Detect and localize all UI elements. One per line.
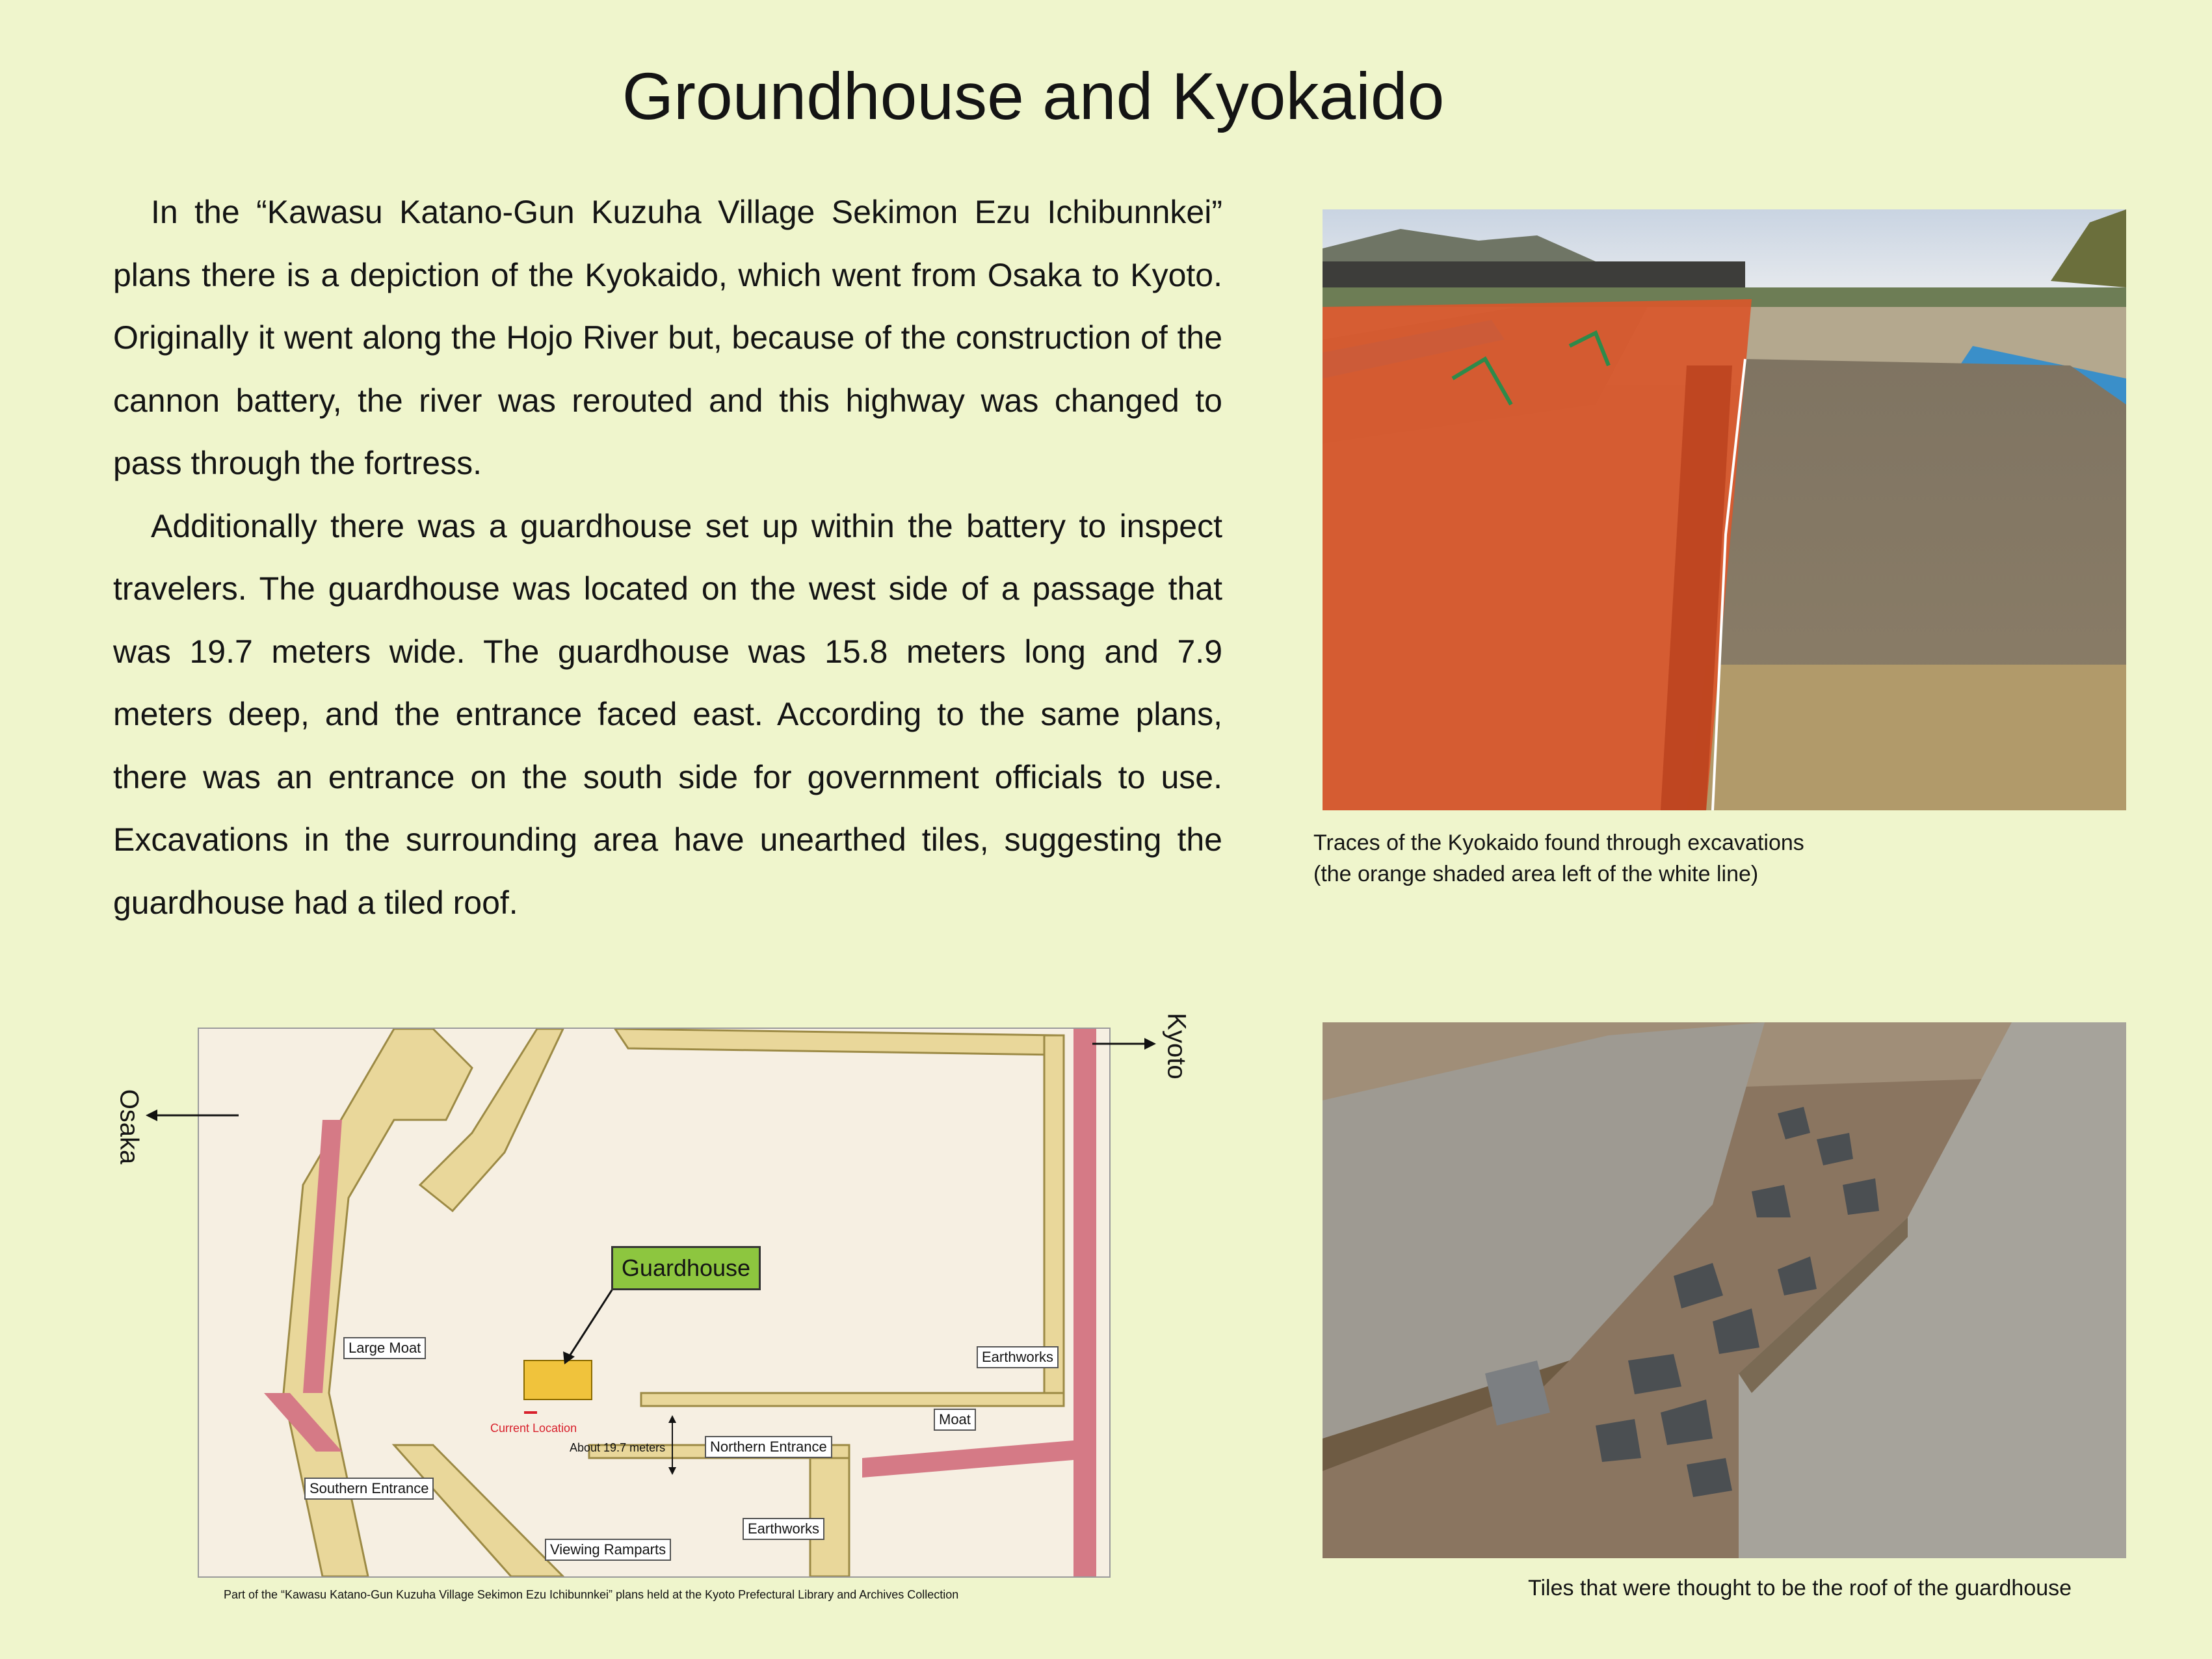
osaka-direction-label: Osaka: [114, 1089, 144, 1165]
photo-bottom-caption: Tiles that were thought to be the roof of the guardhouse: [1528, 1576, 2072, 1600]
osaka-arrow-icon: [144, 1106, 242, 1125]
kyoto-direction-label: Kyoto: [1162, 1013, 1191, 1080]
excavation-field-photo: [1323, 209, 2126, 810]
earthworks-right-label: Earthworks: [977, 1346, 1059, 1368]
kyoto-arrow-icon: [1092, 1034, 1157, 1054]
historical-map: [198, 1028, 1111, 1578]
roof-tiles-photo: [1323, 1022, 2126, 1558]
width-note-label: About 19.7 meters: [570, 1441, 666, 1454]
body-text: [113, 181, 1222, 934]
large-moat-label: Large Moat: [343, 1337, 426, 1359]
earthworks-bottom-label: Earthworks: [743, 1518, 824, 1540]
caption-line: (the orange shaded area left of the white line): [1313, 862, 1759, 886]
current-location-label: Current Location: [490, 1422, 577, 1435]
paragraph: Additionally there was a guardhouse set up within the battery to inspect travelers. The guardhouse was located on the west side of a passage that was 19.7 meters wide. The guardhouse was 15.8 meters long and 7.9 meters deep, and the entrance faced east. According to the same plans, there was an entrance on the south side for government officials to use. Excavations in the surrounding area have unearthed tiles, suggesting the guardhouse had a tiled roof.: [113, 507, 1222, 921]
northern-entrance-label: Northern Entrance: [705, 1436, 832, 1458]
paragraph: In the “Kawasu Katano-Gun Kuzuha Village Sekimon Ezu Ichibunnkei” plans there is a depiction of the Kyokaido, which went from Osaka to Kyoto. Originally it went along the Hojo River but, because of the construction of the cannon battery, the river was rerouted and this highway was changed to pass through the fortress.: [113, 194, 1222, 481]
page-title: Groundhouse and Kyokaido: [622, 59, 1445, 133]
map-caption: Part of the “Kawasu Katano-Gun Kuzuha Village Sekimon Ezu Ichibunnkei” plans held at the Kyoto Prefectural Library and Archives Collection: [224, 1588, 959, 1601]
viewing-ramparts-label: Viewing Ramparts: [545, 1539, 671, 1561]
guardhouse-label: Guardhouse: [611, 1246, 761, 1290]
caption-line: Traces of the Kyokaido found through excavations: [1313, 830, 1804, 855]
southern-entrance-label: Southern Entrance: [304, 1478, 434, 1500]
moat-label: Moat: [934, 1409, 976, 1431]
photo-top-caption: [1313, 827, 2094, 890]
